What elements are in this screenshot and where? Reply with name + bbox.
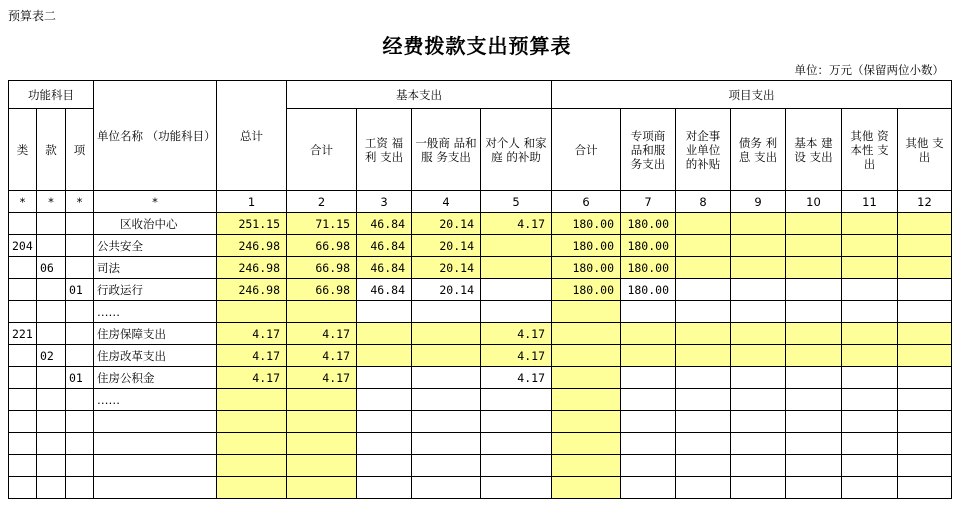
amount-cell <box>552 345 621 367</box>
amount-cell <box>898 411 952 433</box>
amount-cell <box>217 411 287 433</box>
amount-cell <box>412 323 481 345</box>
amount-cell <box>731 257 786 279</box>
column-index-cell: 1 <box>217 191 287 213</box>
unit-name-cell: …… <box>94 389 217 411</box>
column-index-cell: 8 <box>676 191 731 213</box>
amount-cell: 246.98 <box>217 235 287 257</box>
amount-cell <box>842 279 898 301</box>
amount-cell: 180.00 <box>552 257 621 279</box>
amount-cell <box>842 367 898 389</box>
amount-cell: 20.14 <box>412 235 481 257</box>
table-row <box>9 301 952 323</box>
amount-cell <box>842 389 898 411</box>
amount-cell <box>731 323 786 345</box>
table-row <box>9 279 952 301</box>
amount-cell: 180.00 <box>552 213 621 235</box>
header-project-col: 合计 <box>552 109 621 191</box>
amount-cell <box>217 433 287 455</box>
amount-cell <box>621 477 676 499</box>
amount-cell <box>412 433 481 455</box>
amount-cell <box>481 433 552 455</box>
amount-cell <box>676 323 731 345</box>
unit-name-cell <box>94 411 217 433</box>
column-index-cell: 4 <box>412 191 481 213</box>
unit-name-cell <box>94 455 217 477</box>
kuan-cell <box>37 279 66 301</box>
amount-cell: 180.00 <box>621 279 676 301</box>
kuan-cell <box>37 389 66 411</box>
unit-name-cell: 司法 <box>94 257 217 279</box>
header-xiang: 项 <box>66 109 94 191</box>
amount-cell <box>786 213 842 235</box>
table-row <box>9 213 952 235</box>
unit-name-cell <box>94 477 217 499</box>
kuan-cell: 06 <box>37 257 66 279</box>
header-lei: 类 <box>9 109 37 191</box>
lei-cell <box>9 213 37 235</box>
table-row <box>9 345 952 367</box>
amount-cell <box>357 433 412 455</box>
amount-cell <box>621 389 676 411</box>
xiang-cell <box>66 455 94 477</box>
header-basic-expenditure: 基本支出 <box>287 81 552 109</box>
amount-cell <box>731 345 786 367</box>
kuan-cell <box>37 411 66 433</box>
amount-cell <box>898 345 952 367</box>
kuan-cell <box>37 433 66 455</box>
column-index-cell: 2 <box>287 191 357 213</box>
amount-cell <box>786 235 842 257</box>
amount-cell <box>898 323 952 345</box>
amount-cell <box>676 433 731 455</box>
amount-cell: 46.84 <box>357 279 412 301</box>
amount-cell <box>676 367 731 389</box>
amount-cell: 4.17 <box>287 367 357 389</box>
amount-cell: 4.17 <box>217 367 287 389</box>
amount-cell <box>481 389 552 411</box>
column-index-cell: 6 <box>552 191 621 213</box>
amount-cell <box>481 455 552 477</box>
column-index-cell: * <box>37 191 66 213</box>
amount-cell <box>842 345 898 367</box>
amount-cell: 180.00 <box>552 279 621 301</box>
amount-cell <box>898 235 952 257</box>
budget-table <box>8 80 952 499</box>
kuan-cell <box>37 213 66 235</box>
amount-cell <box>731 235 786 257</box>
column-index-cell: 11 <box>842 191 898 213</box>
amount-cell <box>731 389 786 411</box>
amount-cell <box>357 367 412 389</box>
amount-cell <box>621 367 676 389</box>
amount-cell <box>676 279 731 301</box>
amount-cell <box>217 455 287 477</box>
unit-name-cell: 行政运行 <box>94 279 217 301</box>
xiang-cell <box>66 411 94 433</box>
amount-cell <box>621 345 676 367</box>
table-row <box>9 477 952 499</box>
amount-cell <box>481 235 552 257</box>
header-project-col: 其他 资本性 支出 <box>842 109 898 191</box>
amount-cell <box>731 367 786 389</box>
amount-cell <box>898 389 952 411</box>
amount-cell: 4.17 <box>217 345 287 367</box>
amount-cell <box>898 367 952 389</box>
amount-cell <box>676 213 731 235</box>
header-project-expenditure: 项目支出 <box>552 81 952 109</box>
kuan-cell <box>37 235 66 257</box>
kuan-cell: 02 <box>37 345 66 367</box>
amount-cell <box>898 213 952 235</box>
amount-cell: 66.98 <box>287 257 357 279</box>
amount-cell <box>676 257 731 279</box>
amount-cell <box>842 411 898 433</box>
amount-cell <box>898 279 952 301</box>
kuan-cell <box>37 455 66 477</box>
amount-cell: 4.17 <box>287 345 357 367</box>
amount-cell <box>842 213 898 235</box>
xiang-cell <box>66 433 94 455</box>
table-row <box>9 389 952 411</box>
column-index-cell: * <box>94 191 217 213</box>
lei-cell <box>9 433 37 455</box>
amount-cell <box>552 433 621 455</box>
amount-cell <box>786 323 842 345</box>
amount-cell: 180.00 <box>621 235 676 257</box>
column-index-cell: 5 <box>481 191 552 213</box>
amount-cell <box>621 301 676 323</box>
header-func-subject: 功能科目 <box>9 81 94 109</box>
amount-cell <box>481 477 552 499</box>
lei-cell <box>9 367 37 389</box>
header-basic-col: 工资 福利 支出 <box>357 109 412 191</box>
amount-cell <box>621 433 676 455</box>
amount-cell <box>786 279 842 301</box>
amount-cell <box>357 455 412 477</box>
amount-cell <box>621 411 676 433</box>
xiang-cell <box>66 345 94 367</box>
amount-cell <box>621 323 676 345</box>
amount-cell <box>287 301 357 323</box>
amount-cell: 20.14 <box>412 213 481 235</box>
amount-cell <box>412 389 481 411</box>
amount-cell <box>287 411 357 433</box>
xiang-cell: 01 <box>66 279 94 301</box>
amount-cell <box>676 301 731 323</box>
amount-cell: 4.17 <box>217 323 287 345</box>
kuan-cell <box>37 367 66 389</box>
header-total: 总计 <box>217 81 287 191</box>
amount-cell <box>412 301 481 323</box>
amount-cell <box>842 301 898 323</box>
amount-cell <box>731 477 786 499</box>
amount-cell: 180.00 <box>621 213 676 235</box>
amount-cell <box>552 323 621 345</box>
amount-cell <box>552 301 621 323</box>
xiang-cell <box>66 257 94 279</box>
header-project-col: 专项商 品和服 务支出 <box>621 109 676 191</box>
amount-cell <box>731 279 786 301</box>
amount-cell: 180.00 <box>552 235 621 257</box>
unit-name-cell <box>94 433 217 455</box>
amount-cell <box>842 235 898 257</box>
lei-cell <box>9 279 37 301</box>
amount-cell <box>412 455 481 477</box>
amount-cell <box>676 345 731 367</box>
amount-cell <box>786 389 842 411</box>
amount-cell: 20.14 <box>412 279 481 301</box>
amount-cell: 46.84 <box>357 213 412 235</box>
table-row <box>9 323 952 345</box>
amount-cell <box>898 301 952 323</box>
lei-cell: 204 <box>9 235 37 257</box>
amount-cell: 46.84 <box>357 257 412 279</box>
amount-cell <box>412 411 481 433</box>
amount-cell <box>898 433 952 455</box>
column-index-cell: * <box>9 191 37 213</box>
amount-cell <box>357 411 412 433</box>
amount-cell <box>357 345 412 367</box>
amount-cell <box>552 477 621 499</box>
unit-name-cell: 区收治中心 <box>94 213 217 235</box>
amount-cell <box>676 477 731 499</box>
kuan-cell <box>37 323 66 345</box>
amount-cell <box>786 301 842 323</box>
header-basic-col: 对个人 和家庭 的补助 <box>481 109 552 191</box>
amount-cell <box>731 411 786 433</box>
amount-cell: 46.84 <box>357 235 412 257</box>
amount-cell <box>481 411 552 433</box>
amount-cell <box>786 477 842 499</box>
kuan-cell <box>37 477 66 499</box>
lei-cell <box>9 345 37 367</box>
unit-name-cell: 公共安全 <box>94 235 217 257</box>
header-project-col: 其他 支出 <box>898 109 952 191</box>
xiang-cell <box>66 477 94 499</box>
amount-cell <box>731 455 786 477</box>
amount-cell <box>898 477 952 499</box>
lei-cell <box>9 257 37 279</box>
unit-name-cell: 住房保障支出 <box>94 323 217 345</box>
amount-cell <box>731 213 786 235</box>
xiang-cell: 01 <box>66 367 94 389</box>
amount-cell <box>357 323 412 345</box>
amount-cell <box>842 323 898 345</box>
column-index-row <box>9 191 952 213</box>
unit-name-cell: 住房改革支出 <box>94 345 217 367</box>
amount-cell <box>357 389 412 411</box>
column-index-cell: 12 <box>898 191 952 213</box>
xiang-cell <box>66 323 94 345</box>
xiang-cell <box>66 213 94 235</box>
amount-cell: 4.17 <box>481 213 552 235</box>
form-number-label: 预算表二 <box>8 9 57 23</box>
header-project-col: 基本 建设 支出 <box>786 109 842 191</box>
column-index-cell: 10 <box>786 191 842 213</box>
amount-cell <box>217 477 287 499</box>
amount-cell <box>898 257 952 279</box>
amount-cell <box>552 367 621 389</box>
amount-cell: 180.00 <box>621 257 676 279</box>
table-row <box>9 433 952 455</box>
amount-cell: 4.17 <box>481 323 552 345</box>
table-row <box>9 455 952 477</box>
unit-note: 单位：万元（保留两位小数） <box>794 63 944 77</box>
amount-cell <box>481 257 552 279</box>
amount-cell <box>676 235 731 257</box>
page-title: 经费拨款支出预算表 <box>382 34 572 58</box>
lei-cell <box>9 455 37 477</box>
amount-cell: 66.98 <box>287 279 357 301</box>
amount-cell <box>287 455 357 477</box>
amount-cell <box>898 455 952 477</box>
amount-cell <box>786 455 842 477</box>
amount-cell <box>552 411 621 433</box>
amount-cell <box>842 455 898 477</box>
amount-cell <box>786 345 842 367</box>
kuan-cell <box>37 301 66 323</box>
xiang-cell <box>66 235 94 257</box>
amount-cell: 4.17 <box>287 323 357 345</box>
table-row <box>9 367 952 389</box>
amount-cell: 66.98 <box>287 235 357 257</box>
header-kuan: 款 <box>37 109 66 191</box>
amount-cell: 20.14 <box>412 257 481 279</box>
amount-cell <box>676 411 731 433</box>
amount-cell <box>217 301 287 323</box>
xiang-cell <box>66 389 94 411</box>
amount-cell <box>357 301 412 323</box>
column-index-cell: 9 <box>731 191 786 213</box>
table-row <box>9 411 952 433</box>
lei-cell <box>9 389 37 411</box>
header-basic-col: 一般商 品和服 务支出 <box>412 109 481 191</box>
amount-cell <box>676 389 731 411</box>
unit-name-cell: …… <box>94 301 217 323</box>
amount-cell: 4.17 <box>481 367 552 389</box>
amount-cell <box>786 257 842 279</box>
amount-cell <box>287 389 357 411</box>
amount-cell <box>621 455 676 477</box>
amount-cell: 71.15 <box>287 213 357 235</box>
header-basic-col: 合计 <box>287 109 357 191</box>
amount-cell <box>842 433 898 455</box>
amount-cell <box>412 345 481 367</box>
amount-cell <box>481 279 552 301</box>
amount-cell: 251.15 <box>217 213 287 235</box>
amount-cell <box>786 433 842 455</box>
lei-cell: 221 <box>9 323 37 345</box>
header-project-col: 对企事 业单位 的补贴 <box>676 109 731 191</box>
lei-cell <box>9 477 37 499</box>
amount-cell <box>842 257 898 279</box>
amount-cell <box>552 455 621 477</box>
lei-cell <box>9 411 37 433</box>
unit-name-cell: 住房公积金 <box>94 367 217 389</box>
column-index-cell: * <box>66 191 94 213</box>
xiang-cell <box>66 301 94 323</box>
amount-cell <box>287 477 357 499</box>
amount-cell <box>731 433 786 455</box>
amount-cell <box>676 455 731 477</box>
amount-cell <box>786 367 842 389</box>
column-index-cell: 7 <box>621 191 676 213</box>
amount-cell <box>552 389 621 411</box>
amount-cell <box>731 301 786 323</box>
header-unit-name: 单位名称 （功能科目） <box>94 81 217 191</box>
amount-cell: 4.17 <box>481 345 552 367</box>
table-row <box>9 235 952 257</box>
amount-cell <box>412 367 481 389</box>
amount-cell <box>481 301 552 323</box>
amount-cell <box>357 477 412 499</box>
header-project-col: 债务 利息 支出 <box>731 109 786 191</box>
amount-cell <box>786 411 842 433</box>
amount-cell <box>217 389 287 411</box>
column-index-cell: 3 <box>357 191 412 213</box>
amount-cell <box>842 477 898 499</box>
amount-cell: 246.98 <box>217 257 287 279</box>
table-row <box>9 257 952 279</box>
amount-cell <box>412 477 481 499</box>
amount-cell: 246.98 <box>217 279 287 301</box>
amount-cell <box>287 433 357 455</box>
lei-cell <box>9 301 37 323</box>
